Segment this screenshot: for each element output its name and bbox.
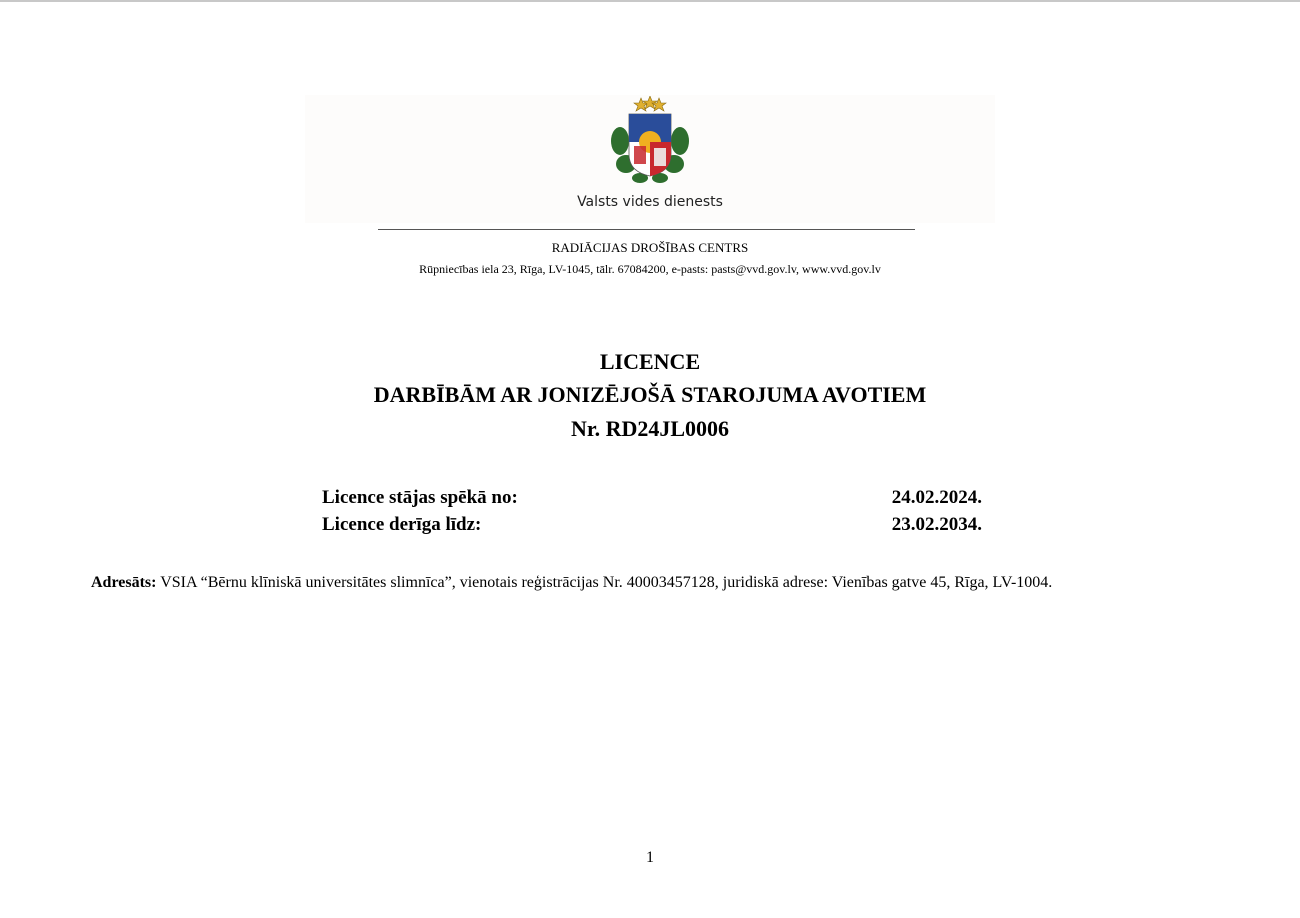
addressee-text: VSIA “Bērnu klīniskā universitātes slimnīca”, vienotais reģistrācijas Nr. 40003457128, juridiskā adrese: Vienības gatve 45, Rīga, LV-1004. — [156, 574, 1053, 591]
license-number: Nr. RD24JL0006 — [570, 416, 730, 441]
top-border — [0, 0, 1300, 2]
organization-name: Valsts vides dienests — [577, 194, 723, 210]
document-subtitle: DARBĪBĀM AR JONIZĒJOŠĀ STAROJUMA AVOTIEM — [373, 382, 927, 407]
latvia-coat-of-arms-icon — [600, 96, 700, 186]
validity-row-start — [322, 487, 982, 509]
validity-row-end — [322, 514, 982, 536]
department-name: RADIĀCIJAS DROŠĪBAS CENTRS — [551, 240, 749, 255]
page-number: 1 — [646, 849, 654, 866]
addressee-label: Adresāts: — [91, 574, 157, 591]
validity-value: 23.02.2034. — [891, 514, 982, 535]
addressee — [91, 574, 1052, 592]
document-title: LICENCE — [599, 349, 701, 374]
header-divider — [378, 229, 915, 230]
validity-label: Licence stājas spēkā no: — [322, 487, 518, 508]
contact-info: Rūpniecības iela 23, Rīga, LV-1045, tālr. 67084200, e-pasts: pasts@vvd.gov.lv, www.vvd.gov.lv — [419, 262, 881, 276]
validity-value: 24.02.2024. — [891, 487, 982, 508]
validity-label: Licence derīga līdz: — [322, 514, 482, 535]
